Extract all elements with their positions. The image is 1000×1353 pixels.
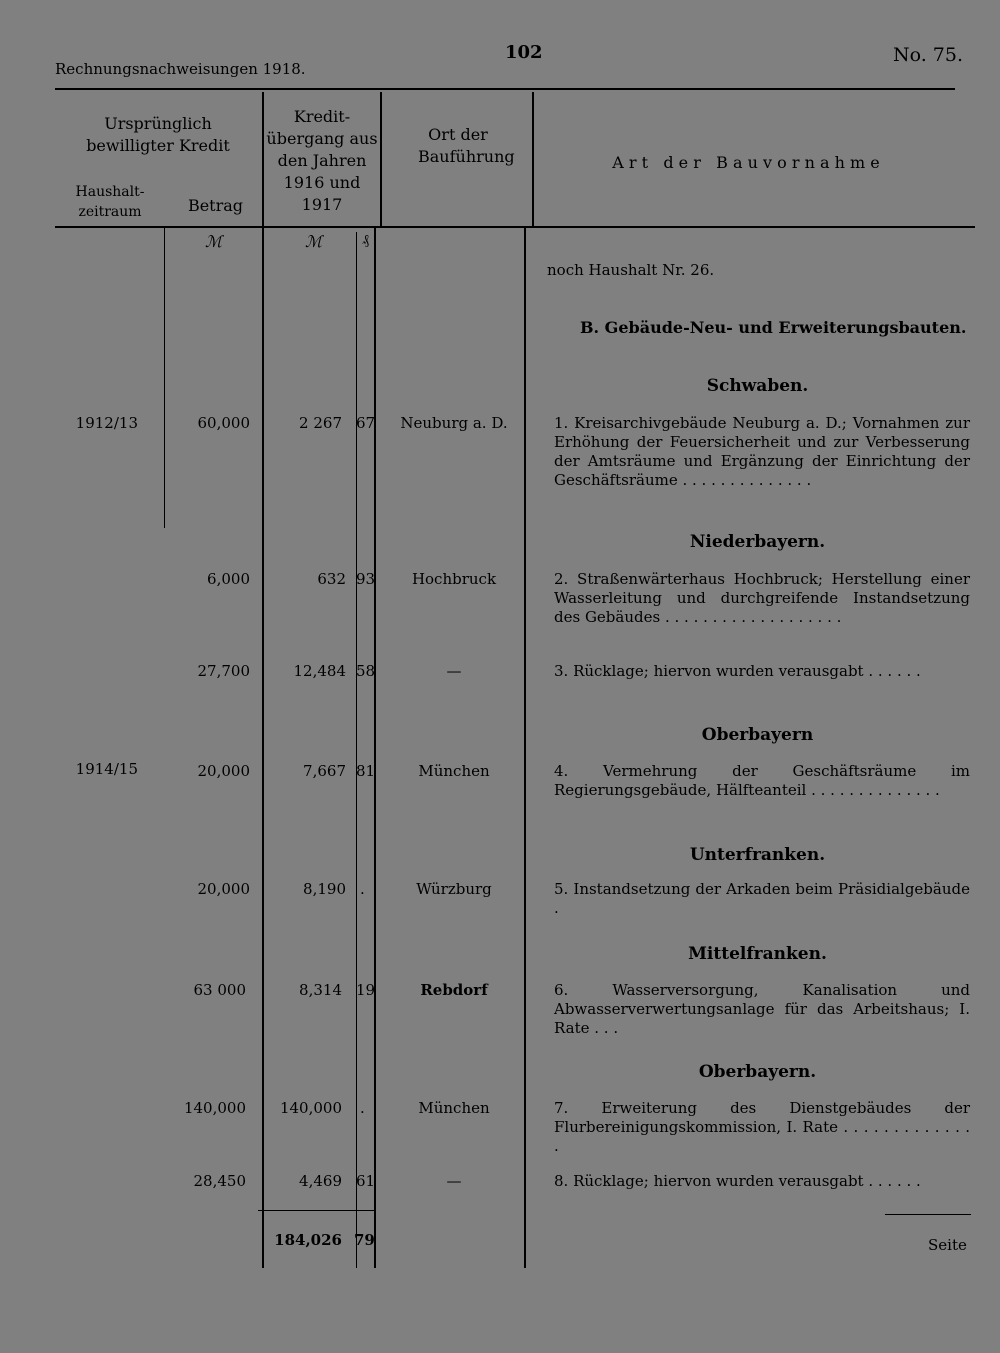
header-betrag: Betrag (187, 196, 244, 215)
total-uebergang: 184,026 (274, 1231, 342, 1249)
row8-betrag: 28,450 (193, 1172, 246, 1190)
row3-pf: 58 (356, 662, 376, 680)
document-number: No. 75. (893, 44, 964, 66)
row3-ort: — (446, 662, 462, 680)
col-divider-1 (262, 92, 264, 1268)
row4-zeitraum: 1914/15 (75, 760, 138, 778)
region-mittelfranken: Mittelfranken. (688, 944, 827, 964)
region-oberbayern-1: Oberbayern (701, 725, 814, 745)
section-heading: B. Gebäude-Neu- und Erweiterungsbauten. (580, 318, 967, 337)
header-ort: Ort der Bauführung (418, 125, 515, 166)
unit-mark-betrag: ℳ (205, 232, 223, 251)
row5-ort: Würzburg (416, 880, 492, 898)
row6-uebergang: 8,314 (299, 981, 342, 999)
header-uebergang: Kredit- übergang aus den Jahren 1916 und 1917 (266, 107, 378, 214)
unit-pfennig: ₰ (362, 232, 369, 248)
row2-text: 2. Straßenwärterhaus Hochbruck; Herstellung einer Wasserleitung und durchgreifende Instandsetzung des Gebäudes . . . . . . . . . . . . . . . . . . . (554, 570, 970, 626)
row7-betrag: 140,000 (183, 1099, 246, 1117)
row5-text: 5. Instandsetzung der Arkaden beim Präsidialgebäude . (554, 880, 970, 917)
row6-betrag: 63 000 (193, 981, 246, 999)
row7-text: 7. Erweiterung des Dienstgebäudes der Flurbereinigungskommission, I. Rate . . . . . . . . . . . . . . (554, 1099, 970, 1155)
region-unterfranken: Unterfranken. (689, 845, 826, 865)
footer-seite: Seite (928, 1236, 967, 1254)
row6-ort: Rebdorf (420, 981, 488, 999)
col-divider-3-header (532, 92, 534, 228)
row4-uebergang: 7,667 (303, 762, 346, 780)
col-divider-haushalt (164, 228, 165, 528)
document-title: Rechnungsnachweisungen 1918. (55, 60, 306, 78)
col-divider-2-header (380, 92, 382, 228)
region-niederbayern: Niederbayern. (689, 532, 826, 552)
page-number: 102 (505, 42, 543, 63)
header-bottom-rule (55, 226, 975, 228)
row2-pf: 93 (356, 570, 376, 588)
row2-uebergang: 632 (317, 570, 346, 588)
row2-ort: Hochbruck (411, 570, 497, 588)
row6-text: 6. Wasserversorgung, Kanalisation und Abwasserverwertungsanlage für das Arbeitshaus; I. Rate . . . (554, 981, 970, 1037)
row5-pf: . (360, 880, 365, 898)
row5-betrag: 20,000 (197, 880, 250, 898)
region-oberbayern-2: Oberbayern. (698, 1062, 817, 1082)
row1-zeitraum: 1912/13 (75, 414, 138, 432)
row2-betrag: 6,000 (207, 570, 250, 588)
row8-ort: — (446, 1172, 462, 1190)
row7-uebergang: 140,000 (279, 1099, 342, 1117)
row7-ort: München (418, 1099, 490, 1117)
header-art: A r t d e r B a u v o r n a h m e (612, 153, 880, 172)
row7-pf: . (360, 1099, 365, 1117)
header-haushalt: Haushalt- zeitraum (75, 184, 145, 220)
noch-haushalt: noch Haushalt Nr. 26. (547, 261, 715, 279)
row4-pf: 81 (356, 762, 376, 780)
row4-betrag: 20,000 (197, 762, 250, 780)
row8-text: 8. Rücklage; hiervon wurden verausgabt . . . . . . (554, 1172, 921, 1190)
row8-uebergang: 4,469 (299, 1172, 342, 1190)
row1-uebergang: 2 267 (299, 414, 342, 432)
total-pf: 79 (354, 1231, 375, 1249)
row3-text: 3. Rücklage; hiervon wurden verausgabt . . . . . . (554, 662, 921, 680)
row4-ort: München (418, 762, 490, 780)
footer-rule (885, 1214, 971, 1215)
row1-pf: 67 (356, 414, 376, 432)
row5-uebergang: 8,190 (303, 880, 346, 898)
row1-text: 1. Kreisarchivgebäude Neuburg a. D.; Vornahmen zur Erhöhung der Feuersicherheit und zur Verbesserung der Amtsräume und Ergänzung der Einrichtung der Geschäftsräume . . . . . . . . . . . . . . (554, 414, 970, 489)
header-kredit: Ursprünglich bewilligter Kredit (86, 114, 230, 155)
region-schwaben: Schwaben. (706, 376, 809, 396)
row3-uebergang: 12,484 (293, 662, 346, 680)
row3-betrag: 27,700 (197, 662, 250, 680)
sum-rule (258, 1210, 376, 1211)
row8-pf: 61 (356, 1172, 376, 1190)
top-rule (55, 88, 955, 90)
row1-ort: Neuburg a. D. (400, 414, 508, 432)
row4-text: 4. Vermehrung der Geschäftsräume im Regierungsgebäude, Hälfteanteil . . . . . . . . . . . . . . (554, 762, 970, 799)
col-divider-pf (356, 232, 357, 1268)
row6-pf: 19 (356, 981, 376, 999)
row1-betrag: 60,000 (197, 414, 250, 432)
unit-mark-uebergang: ℳ (305, 232, 323, 251)
